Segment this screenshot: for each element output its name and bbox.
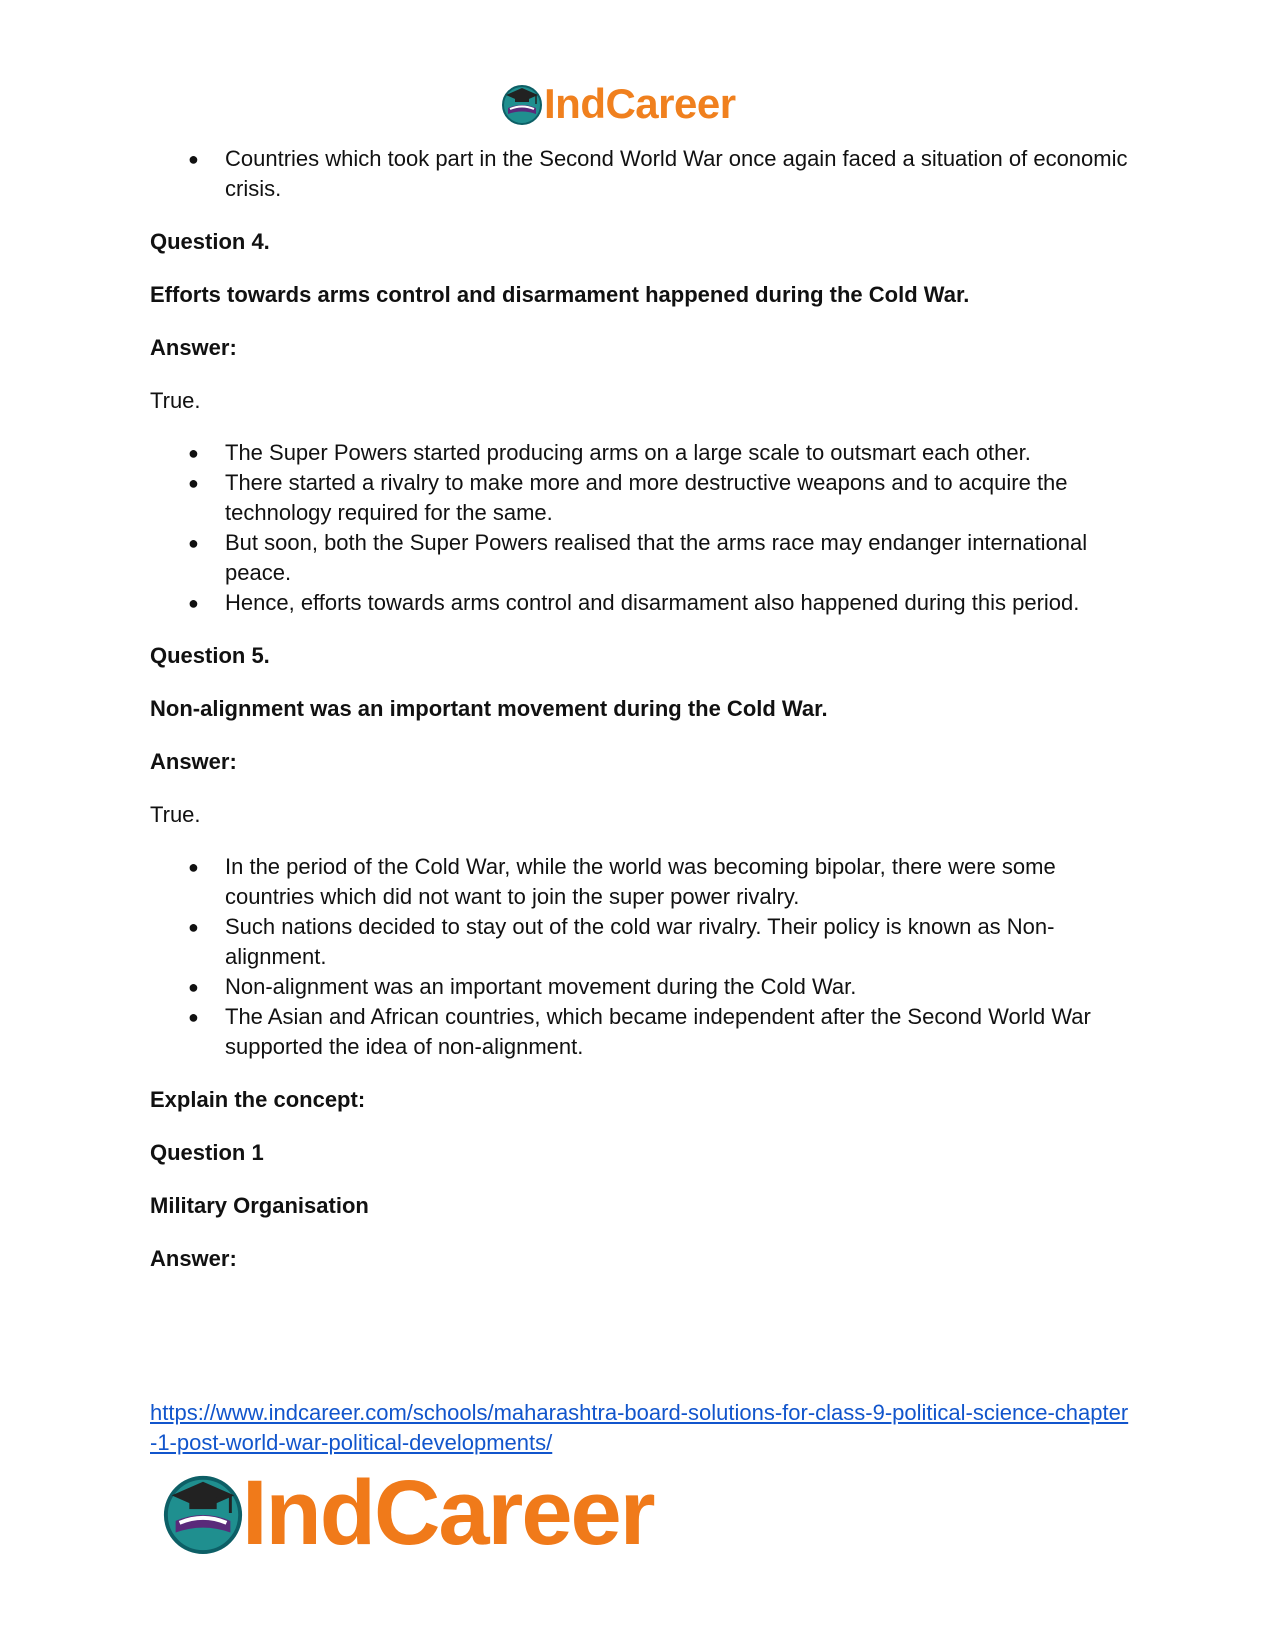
question-5-label: Question 5.	[150, 643, 270, 668]
question-5-verdict: True.	[150, 802, 201, 827]
list-item: ● But soon, both the Super Powers realised that the arms race may endanger international peace.	[188, 530, 1088, 585]
question-4-verdict: True.	[150, 388, 201, 413]
intro-bullet-list	[150, 144, 1140, 204]
brand-name: IndCareer	[544, 80, 736, 127]
question-4-label: Question 4.	[150, 229, 270, 254]
explain-heading: Explain the concept:	[150, 1087, 366, 1112]
list-item: ● Such nations decided to stay out of the cold war rivalry. Their policy is known as Non-alignment.	[188, 914, 1055, 969]
list-item: ● Non-alignment was an important movement during the Cold War.	[188, 974, 857, 999]
document-body	[150, 144, 1140, 1274]
list-item: ● Hence, efforts towards arms control and disarmament also happened during this period.	[188, 590, 1080, 615]
list-item: ● There started a rivalry to make more and more destructive weapons and to acquire the technology required for the same.	[188, 470, 1068, 525]
list-item: ● In the period of the Cold War, while the world was becoming bipolar, there were some countries which did not want to join the super power rivalry.	[188, 854, 1056, 909]
explain-topic: Military Organisation	[150, 1193, 369, 1218]
question-4-statement: Efforts towards arms control and disarmament happened during the Cold War.	[150, 282, 970, 307]
header-logo	[500, 80, 736, 128]
question-4-answer-label: Answer:	[150, 335, 237, 360]
list-item: ● The Asian and African countries, which became independent after the Second World War supported the idea of non-alignment.	[188, 1004, 1091, 1059]
footer-logo	[160, 1462, 654, 1564]
question-4-bullet-list	[150, 438, 1140, 618]
explain-answer-label: Answer:	[150, 1246, 237, 1271]
list-item: ● The Super Powers started producing arms on a large scale to outsmart each other.	[188, 440, 1031, 465]
question-5-statement: Non-alignment was an important movement during the Cold War.	[150, 696, 828, 721]
brand-name: IndCareer	[242, 1462, 654, 1564]
source-url-link[interactable]: https://www.indcareer.com/schools/maharashtra-board-solutions-for-class-9-political-science-chapter-1-post-world-war-political-developments/	[150, 1400, 1129, 1455]
question-5-answer-label: Answer:	[150, 749, 237, 774]
graduation-cap-icon	[160, 1470, 246, 1556]
explain-question-label: Question 1	[150, 1140, 264, 1165]
question-5-bullet-list	[150, 852, 1140, 1062]
list-item: ● Countries which took part in the Second World War once again faced a situation of economic crisis.	[188, 146, 1128, 201]
graduation-cap-icon	[500, 82, 544, 126]
